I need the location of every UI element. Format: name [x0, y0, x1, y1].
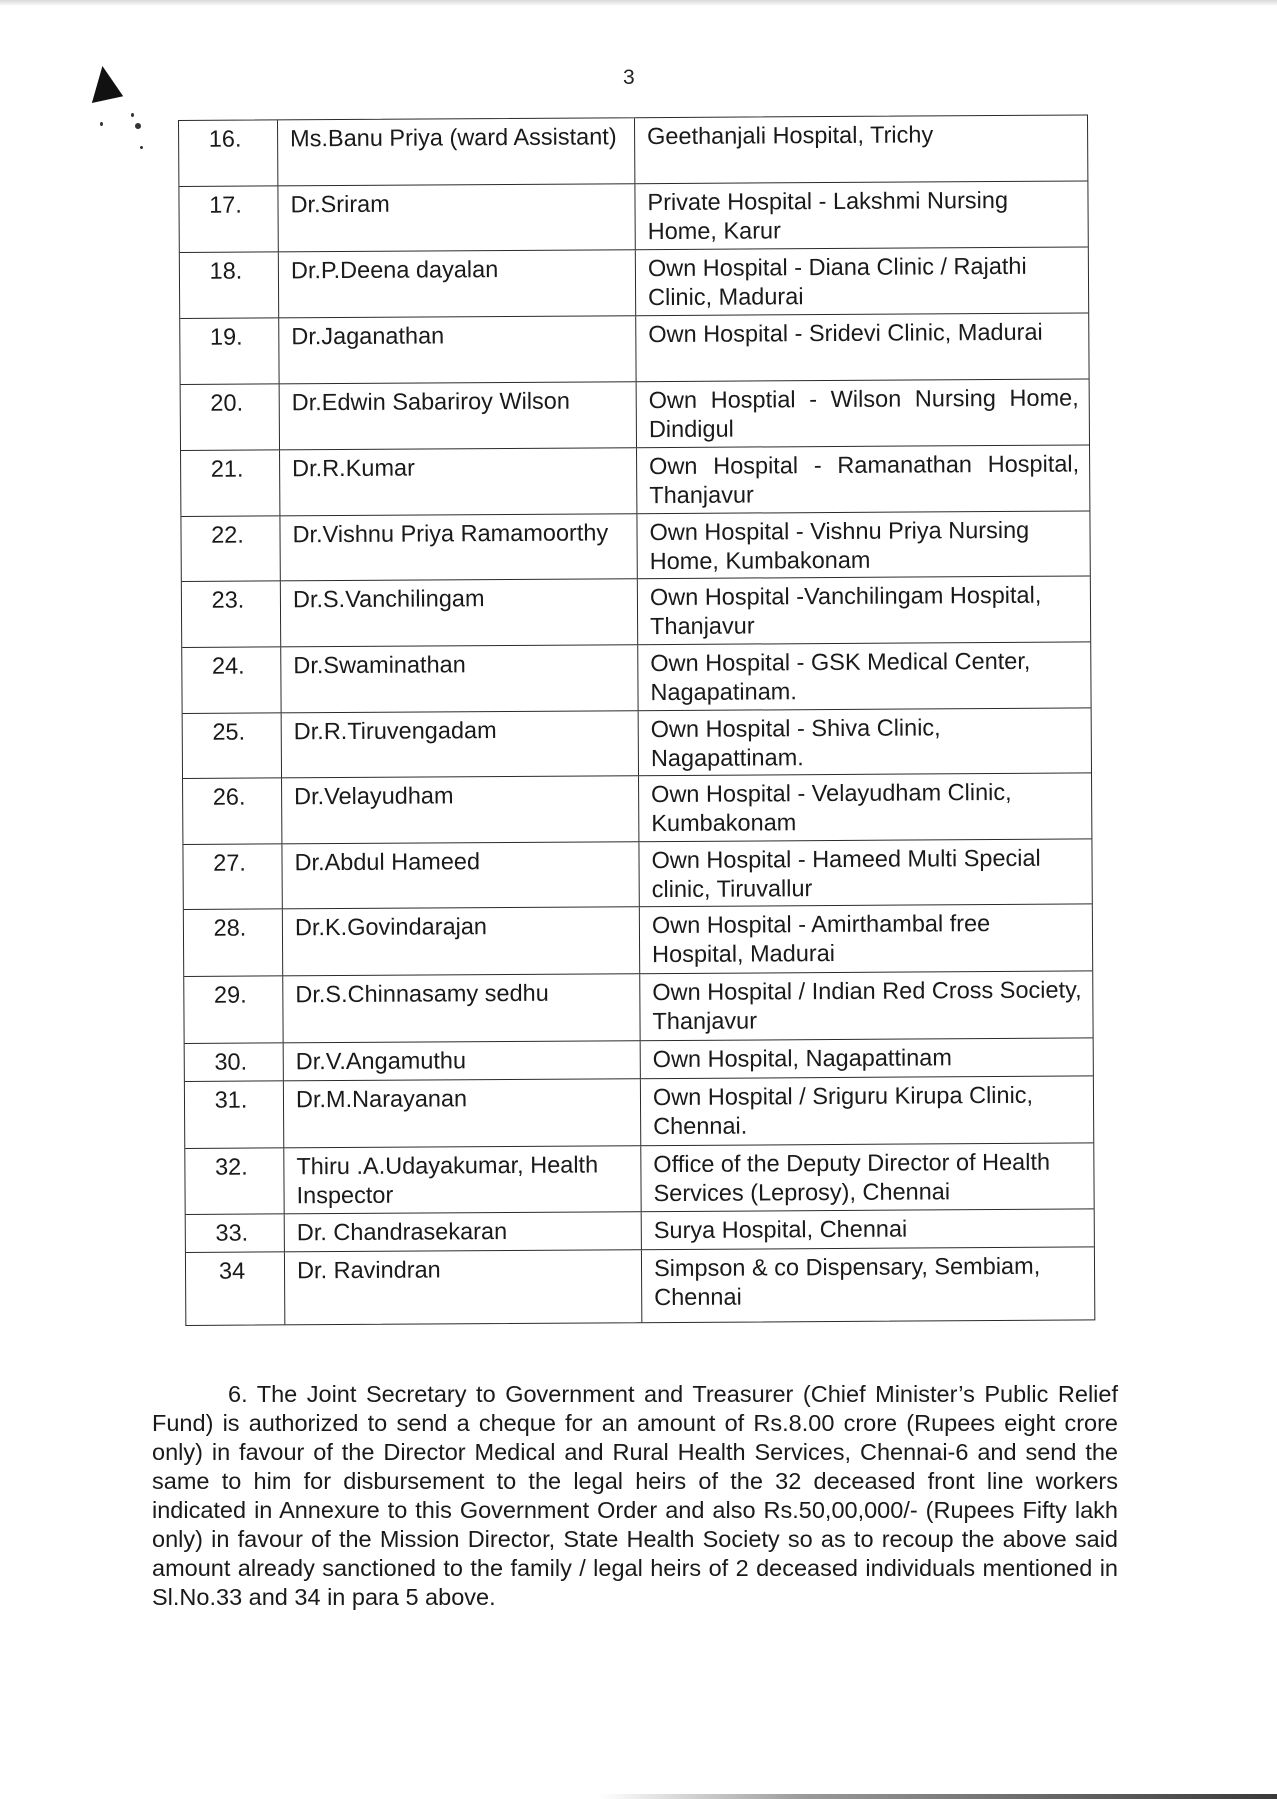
table-row [184, 903, 1092, 976]
serial-number-cell: 26. [183, 778, 282, 844]
name-cell: Dr. Ravindran [285, 1250, 642, 1324]
frontline-workers-table [178, 114, 1095, 1326]
serial-number-cell: 29. [184, 976, 283, 1043]
table-row [181, 378, 1089, 450]
name-cell: Dr.Sriram [278, 184, 635, 251]
serial-number-cell: 31. [185, 1081, 284, 1148]
paragraph-6: 6. The Joint Secretary to Government and Treasurer (Chief Minister’s Public Relief Fund) is authorized to send a cheque for an amount of Rs.8.00 crore (Rupees eight crore only) in favour of the Director Medical and Rural Health Services, Chennai-6 and send the same to him for disbursement to the legal heirs of the 32 deceased front line workers indicated in Annexure to this Government Order and also Rs.50,00,000/- (Rupees Fifty lakh only) in favour of the Mission Director, State Health Society so as to recoup the above said amount already sanctioned to the family / legal heirs of 2 deceased individuals mentioned in Sl.No.33 and 34 in para 5 above. [152, 1381, 1118, 1610]
serial-number-cell: 23. [182, 581, 281, 647]
table-row [185, 1142, 1093, 1214]
scan-speck [140, 146, 143, 149]
hospital-cell: Own Hospital - Vishnu Priya Nursing Home, Kumbakonam [649, 516, 1030, 575]
table-row [184, 970, 1092, 1043]
hospital-cell: Own Hospital - Hameed Multi Special clinic, Tiruvallur [651, 844, 1041, 903]
serial-number-cell: 30. [185, 1043, 284, 1081]
scan-bottom-edge [600, 1794, 1277, 1799]
serial-number-cell: 20. [181, 384, 280, 450]
table-row [179, 115, 1087, 186]
name-cell: Dr.S.Vanchilingam [281, 579, 638, 646]
hospital-cell: Simpson & co Dispensary, Sembiam, Chennai [653, 1252, 1041, 1311]
hospital-cell: Own Hospital - GSK Medical Center, Nagapatinam. [650, 647, 1031, 706]
serial-number-cell: 32. [185, 1148, 284, 1214]
hospital-cell: Own Hosptial - Wilson Nursing Home, Dindigul [648, 384, 1079, 443]
serial-number-cell: 18. [180, 252, 279, 318]
table-row [182, 641, 1090, 713]
hospital-cell: Own Hospital - Velayudham Clinic, Kumbakonam [651, 778, 1012, 837]
name-cell: Dr.Edwin Sabariroy Wilson [280, 382, 637, 449]
name-cell: Dr.Jaganathan [279, 316, 636, 383]
name-cell: Dr.Swaminathan [281, 645, 638, 712]
scan-speck [135, 123, 141, 129]
serial-number-cell: 19. [180, 318, 279, 384]
hospital-cell: Own Hospital - Shiva Clinic, Nagapattinam. [650, 714, 941, 772]
name-cell: Dr.K.Govindarajan [283, 907, 640, 975]
hospital-cell: Own Hospital - Amirthambal free Hospital, Madurai [651, 910, 991, 968]
serial-number-cell: 24. [182, 647, 281, 713]
hospital-cell: Own Hospital - Ramanathan Hospital, Thanjavur [649, 450, 1080, 509]
hospital-cell: Office of the Deputy Director of Health Services (Leprosy), Chennai [653, 1148, 1051, 1207]
hospital-cell: Own Hospital - Sridevi Clinic, Madurai [648, 318, 1043, 348]
table-row [183, 772, 1091, 844]
scan-speck [131, 113, 134, 117]
hospital-cell: Surya Hospital, Chennai [653, 1215, 908, 1244]
scan-top-edge [0, 0, 1277, 6]
scan-ink-blot [85, 63, 123, 103]
table-row [186, 1246, 1094, 1325]
table-row [181, 510, 1089, 581]
table-row [185, 1037, 1093, 1081]
table-row [180, 246, 1088, 318]
name-cell: Dr. Chandrasekaran [285, 1212, 642, 1251]
name-cell: Dr.S.Chinnasamy sedhu [283, 974, 640, 1042]
hospital-cell: Private Hospital - Lakshmi Nursing Home, Karur [647, 186, 1009, 245]
serial-number-cell: 22. [181, 516, 280, 581]
hospital-cell: Geethanjali Hospital, Trichy [647, 121, 934, 150]
serial-number-cell: 16. [179, 120, 278, 186]
name-cell: Dr.R.Kumar [280, 448, 637, 515]
table-row [183, 707, 1091, 778]
hospital-cell: Own Hospital / Sriguru Kirupa Clinic, Chennai. [652, 1081, 1034, 1140]
table-row [181, 444, 1089, 516]
hospital-cell: Own Hospital / Indian Red Cross Society, Thanjavur [652, 976, 1082, 1035]
table-row [185, 1075, 1093, 1148]
hospital-cell: Own Hospital - Diana Clinic / Rajathi Clinic, Madurai [647, 252, 1027, 311]
hospital-cell: Own Hospital, Nagapattinam [652, 1044, 952, 1073]
table-row [183, 838, 1091, 909]
serial-number-cell: 21. [181, 450, 280, 516]
serial-number-cell: 28. [184, 909, 283, 976]
name-cell: Ms.Banu Priya (ward Assistant) [278, 118, 635, 185]
serial-number-cell: 25. [183, 713, 282, 778]
name-cell: Dr.Abdul Hameed [282, 842, 639, 908]
name-cell: Dr.V.Angamuthu [284, 1041, 641, 1080]
table-row [186, 1208, 1094, 1252]
name-cell: Dr.Vishnu Priya Ramamoorthy [280, 514, 637, 580]
serial-number-cell: 34 [186, 1252, 285, 1325]
table-row [182, 575, 1090, 647]
name-cell: Dr.P.Deena dayalan [279, 250, 636, 317]
page-number: 3 [623, 66, 635, 89]
name-cell: Dr.M.Narayanan [284, 1079, 641, 1147]
name-cell: Dr.Velayudham [282, 776, 639, 843]
serial-number-cell: 27. [183, 844, 282, 909]
name-cell: Thiru .A.Udayakumar, Health Inspector [284, 1146, 641, 1213]
table-row [179, 180, 1087, 252]
hospital-cell: Own Hospital -Vanchilingam Hospital, Thanjavur [649, 581, 1042, 640]
scan-speck [100, 122, 103, 126]
name-cell: Dr.R.Tiruvengadam [282, 711, 639, 777]
serial-number-cell: 33. [186, 1214, 285, 1252]
serial-number-cell: 17. [179, 186, 278, 252]
table-row [180, 312, 1088, 384]
